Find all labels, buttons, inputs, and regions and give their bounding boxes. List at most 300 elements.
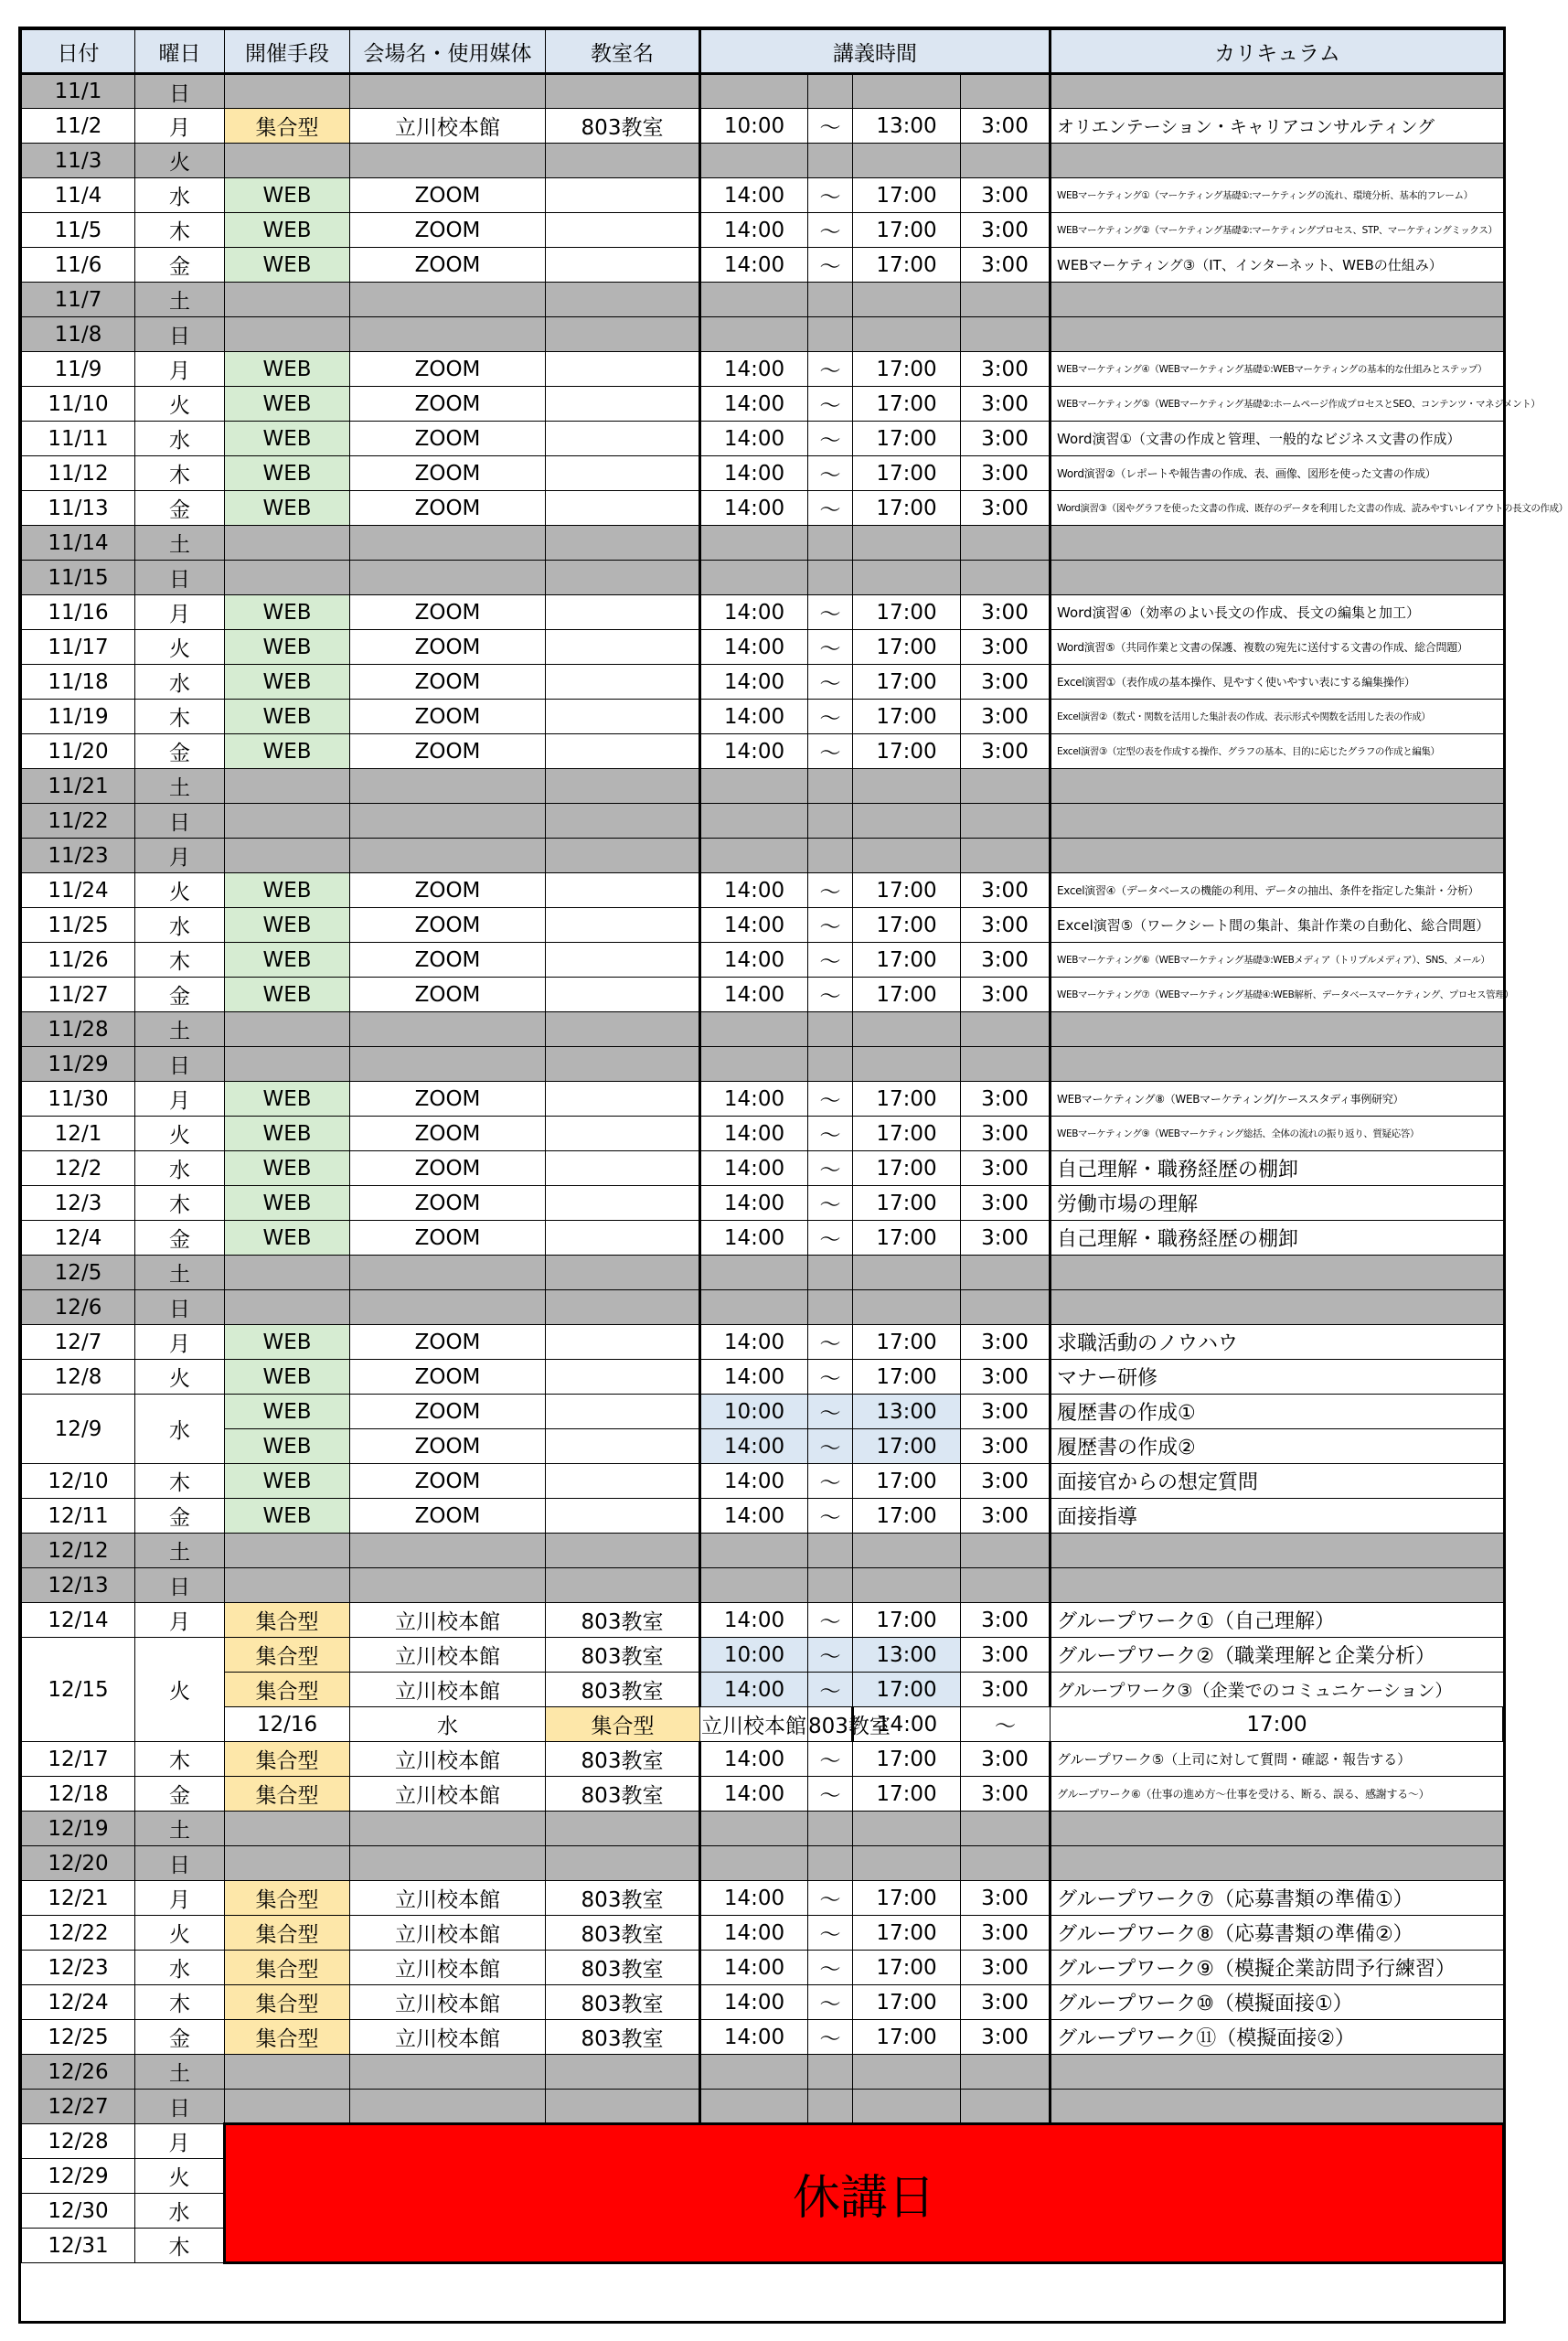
schedule-row	[22, 144, 1504, 178]
schedule-row	[22, 1707, 1504, 1742]
weekday-cell: 土	[135, 1534, 225, 1568]
schedule-row	[22, 1221, 1504, 1256]
weekday-cell: 火	[135, 1360, 225, 1395]
venue-cell	[350, 144, 546, 178]
room-cell	[546, 283, 700, 317]
schedule-row	[22, 1881, 1504, 1916]
duration-cell: 3:00	[961, 491, 1051, 526]
weekday-cell: 土	[135, 526, 225, 561]
curriculum-cell: WEBマーケティング①（マーケティング基礎①:マーケティングの流れ、環境分析、基本的フレーム）	[1051, 178, 1504, 213]
method-badge: WEB	[225, 943, 350, 978]
venue-cell	[350, 804, 546, 839]
date-cell: 11/11	[22, 422, 135, 456]
venue-cell	[350, 2055, 546, 2090]
end-time: 17:00	[853, 422, 961, 456]
duration-cell: 3:00	[961, 595, 1051, 630]
duration-cell: 3:00	[961, 1951, 1051, 1985]
method-cell	[225, 1846, 350, 1881]
duration-cell	[961, 1047, 1051, 1082]
duration-cell	[961, 2055, 1051, 2090]
weekday-cell: 木	[135, 456, 225, 491]
curriculum-cell	[1051, 1256, 1504, 1290]
method-badge: WEB	[225, 595, 350, 630]
tilde-cell	[808, 2090, 853, 2124]
duration-cell: 3:00	[961, 1151, 1051, 1186]
schedule-table	[21, 29, 1568, 2264]
schedule-row	[22, 1916, 1504, 1951]
duration-cell: 3:00	[961, 978, 1051, 1012]
method-badge: WEB	[225, 1151, 350, 1186]
curriculum-cell	[1051, 769, 1504, 804]
room-cell	[546, 1290, 700, 1325]
room-cell	[546, 2055, 700, 2090]
method-badge: WEB	[225, 873, 350, 908]
end-cell	[853, 1047, 961, 1082]
start-time: 14:00	[700, 2020, 808, 2055]
curriculum-cell: Word演習③（図やグラフを使った文書の作成、既存のデータを利用した文書の作成、読みやすいレイアウトの長文の作成）	[1051, 491, 1504, 526]
venue-cell	[350, 839, 546, 873]
start-cell	[700, 804, 808, 839]
start-time: 14:00	[700, 978, 808, 1012]
curriculum-cell: 労働市場の理解	[1051, 1186, 1504, 1221]
start-time: 14:00	[700, 1916, 808, 1951]
end-time: 17:00	[853, 1777, 961, 1812]
schedule-row	[22, 1951, 1504, 1985]
schedule-row	[22, 1360, 1504, 1395]
curriculum-cell: グループワーク⑪（模擬面接②）	[1051, 2020, 1504, 2055]
venue-cell: ZOOM	[350, 595, 546, 630]
end-time: 17:00	[853, 456, 961, 491]
weekday-cell: 木	[135, 1186, 225, 1221]
room-cell	[546, 2090, 700, 2124]
method-badge: WEB	[225, 1325, 350, 1360]
start-time: 14:00	[700, 630, 808, 665]
curriculum-cell: グループワーク③（企業でのコミュニケーション）	[1051, 1673, 1504, 1707]
end-time: 17:00	[853, 213, 961, 248]
method-cell	[225, 561, 350, 595]
schedule-row	[22, 491, 1504, 526]
curriculum-cell	[1051, 561, 1504, 595]
tilde-cell	[808, 769, 853, 804]
weekday-cell: 水	[135, 1395, 225, 1464]
end-time: 17:00	[853, 1464, 961, 1499]
weekday-cell: 日	[135, 317, 225, 352]
duration-cell: 3:00	[961, 1221, 1051, 1256]
tilde-cell: 〜	[808, 1951, 853, 1985]
room-cell	[546, 1151, 700, 1186]
venue-cell: 立川校本館	[350, 1951, 546, 1985]
start-time: 14:00	[700, 700, 808, 734]
tilde-cell: 〜	[808, 700, 853, 734]
schedule-row	[22, 1534, 1504, 1568]
schedule-row	[22, 1638, 1504, 1673]
date-cell: 11/20	[22, 734, 135, 769]
end-cell	[853, 1534, 961, 1568]
schedule-row	[22, 1499, 1504, 1534]
start-cell	[700, 1290, 808, 1325]
room-cell	[546, 630, 700, 665]
weekday-cell: 木	[135, 213, 225, 248]
date-cell: 11/25	[22, 908, 135, 943]
start-time: 14:00	[700, 1777, 808, 1812]
method-cell	[225, 804, 350, 839]
start-time: 14:00	[700, 422, 808, 456]
venue-cell	[350, 317, 546, 352]
tilde-cell	[808, 1534, 853, 1568]
duration-cell	[961, 1012, 1051, 1047]
venue-cell: ZOOM	[350, 213, 546, 248]
tilde-cell	[808, 1256, 853, 1290]
start-cell	[700, 144, 808, 178]
weekday-cell: 月	[135, 1603, 225, 1638]
weekday-cell: 月	[135, 2124, 225, 2159]
duration-cell	[961, 1256, 1051, 1290]
curriculum-cell	[1051, 1290, 1504, 1325]
weekday-cell: 木	[135, 2229, 225, 2263]
date-cell: 11/12	[22, 456, 135, 491]
room-cell	[546, 1499, 700, 1534]
curriculum-cell	[1051, 839, 1504, 873]
method-badge: WEB	[225, 908, 350, 943]
room-cell: 803教室	[546, 1603, 700, 1638]
venue-cell	[350, 1256, 546, 1290]
room-cell	[546, 1846, 700, 1881]
room-cell	[546, 1534, 700, 1568]
schedule-row	[22, 908, 1504, 943]
method-cell	[225, 1047, 350, 1082]
tilde-cell	[808, 1812, 853, 1846]
start-time: 14:00	[700, 178, 808, 213]
schedule-row	[22, 109, 1504, 144]
date-cell: 11/7	[22, 283, 135, 317]
room-cell	[546, 1256, 700, 1290]
room-cell	[546, 1568, 700, 1603]
schedule-row	[22, 595, 1504, 630]
curriculum-cell: 自己理解・職務経歴の棚卸	[1051, 1221, 1504, 1256]
date-cell: 12/1	[22, 1117, 135, 1151]
curriculum-cell: Excel演習③（定型の表を作成する操作、グラフの基本、目的に応じたグラフの作成と編集）	[1051, 734, 1504, 769]
method-cell	[225, 1812, 350, 1846]
room-cell	[546, 491, 700, 526]
end-time: 17:00	[853, 2020, 961, 2055]
weekday-cell: 木	[135, 700, 225, 734]
weekday-cell: 金	[135, 491, 225, 526]
room-cell: 803教室	[546, 1985, 700, 2020]
weekday-cell: 月	[135, 1082, 225, 1117]
start-time: 14:00	[700, 1464, 808, 1499]
date-cell: 11/15	[22, 561, 135, 595]
start-time: 14:00	[700, 1673, 808, 1707]
start-time: 14:00	[700, 387, 808, 422]
room-cell	[546, 422, 700, 456]
date-cell: 12/2	[22, 1151, 135, 1186]
duration-cell: 3:00	[961, 1742, 1051, 1777]
method-badge: WEB	[225, 734, 350, 769]
start-time: 14:00	[700, 1499, 808, 1534]
venue-cell	[350, 1812, 546, 1846]
method-badge: WEB	[225, 1082, 350, 1117]
weekday-cell: 土	[135, 1812, 225, 1846]
weekday-cell: 火	[135, 1916, 225, 1951]
start-time: 14:00	[700, 1881, 808, 1916]
method-badge: WEB	[225, 1464, 350, 1499]
end-time: 17:00	[853, 1881, 961, 1916]
venue-cell: ZOOM	[350, 422, 546, 456]
start-time: 14:00	[700, 1221, 808, 1256]
method-cell	[225, 74, 350, 109]
end-time: 17:00	[853, 1951, 961, 1985]
venue-cell: ZOOM	[350, 248, 546, 283]
duration-cell	[961, 2090, 1051, 2124]
schedule-row	[22, 74, 1504, 109]
room-cell	[546, 665, 700, 700]
weekday-cell: 水	[135, 908, 225, 943]
venue-cell: ZOOM	[350, 943, 546, 978]
venue-cell: ZOOM	[350, 1082, 546, 1117]
tilde-cell	[808, 144, 853, 178]
tilde-cell: 〜	[808, 1673, 853, 1707]
method-cell	[225, 1012, 350, 1047]
date-cell: 12/30	[22, 2194, 135, 2229]
weekday-cell: 月	[135, 352, 225, 387]
schedule-row	[22, 213, 1504, 248]
room-cell: 803教室	[546, 109, 700, 144]
room-cell	[546, 248, 700, 283]
room-cell: 803教室	[546, 1916, 700, 1951]
duration-cell: 3:00	[961, 1985, 1051, 2020]
start-time: 14:00	[853, 1707, 961, 1742]
start-cell	[700, 1568, 808, 1603]
room-cell: 803教室	[546, 1777, 700, 1812]
room-cell	[546, 352, 700, 387]
venue-cell: 立川校本館	[350, 1916, 546, 1951]
curriculum-cell	[1051, 804, 1504, 839]
end-time: 13:00	[853, 1638, 961, 1673]
venue-cell: 立川校本館	[350, 1777, 546, 1812]
tilde-cell: 〜	[808, 422, 853, 456]
room-cell	[546, 804, 700, 839]
end-cell	[853, 839, 961, 873]
start-cell	[700, 2090, 808, 2124]
date-cell: 11/1	[22, 74, 135, 109]
venue-cell: ZOOM	[350, 1360, 546, 1395]
tilde-cell	[808, 526, 853, 561]
start-cell	[700, 283, 808, 317]
venue-cell: ZOOM	[350, 456, 546, 491]
schedule-row	[22, 2090, 1504, 2124]
tilde-cell: 〜	[808, 1499, 853, 1534]
room-cell	[546, 734, 700, 769]
venue-cell: 立川校本館	[350, 1881, 546, 1916]
tilde-cell: 〜	[808, 352, 853, 387]
room-cell	[546, 908, 700, 943]
room-cell	[546, 1082, 700, 1117]
schedule-row	[22, 2124, 1504, 2159]
venue-cell: ZOOM	[350, 1151, 546, 1186]
end-time: 13:00	[853, 109, 961, 144]
curriculum-cell: グループワーク⑧（応募書類の準備②）	[1051, 1916, 1504, 1951]
venue-cell: 立川校本館	[350, 1638, 546, 1673]
curriculum-cell	[1051, 1534, 1504, 1568]
date-cell: 11/2	[22, 109, 135, 144]
date-cell: 12/26	[22, 2055, 135, 2090]
curriculum-cell: WEBマーケティング⑦（WEBマーケティング基礎④:WEB解析、データベースマーケティング、プロセス管理）	[1051, 978, 1504, 1012]
schedule-row	[22, 1117, 1504, 1151]
duration-cell: 3:00	[961, 1395, 1051, 1429]
venue-cell	[350, 1012, 546, 1047]
room-cell	[546, 213, 700, 248]
end-cell	[853, 2090, 961, 2124]
duration-cell: 3:00	[961, 665, 1051, 700]
start-time: 14:00	[700, 873, 808, 908]
method-cell	[225, 144, 350, 178]
end-time: 17:00	[853, 352, 961, 387]
duration-cell	[961, 1846, 1051, 1881]
duration-cell	[961, 1812, 1051, 1846]
tilde-cell: 〜	[808, 595, 853, 630]
end-cell	[853, 769, 961, 804]
schedule-row	[22, 1846, 1504, 1881]
date-cell: 11/29	[22, 1047, 135, 1082]
room-cell: 803教室	[546, 2020, 700, 2055]
tilde-cell: 〜	[808, 1603, 853, 1638]
venue-cell: ZOOM	[350, 1429, 546, 1464]
end-time: 17:00	[853, 873, 961, 908]
date-cell: 12/4	[22, 1221, 135, 1256]
date-cell: 12/20	[22, 1846, 135, 1881]
start-cell	[700, 2055, 808, 2090]
duration-cell	[961, 526, 1051, 561]
tilde-cell: 〜	[808, 1082, 853, 1117]
venue-cell	[350, 283, 546, 317]
weekday-cell: 月	[135, 1881, 225, 1916]
tilde-cell	[808, 1290, 853, 1325]
weekday-cell: 火	[135, 1117, 225, 1151]
start-time: 14:00	[700, 1186, 808, 1221]
venue-cell: 立川校本館	[350, 1985, 546, 2020]
schedule-row	[22, 1603, 1504, 1638]
duration-cell: 3:00	[961, 943, 1051, 978]
weekday-cell: 土	[135, 1012, 225, 1047]
schedule-row	[22, 283, 1504, 317]
date-cell: 11/28	[22, 1012, 135, 1047]
start-time: 10:00	[700, 109, 808, 144]
venue-cell: ZOOM	[350, 1325, 546, 1360]
duration-cell: 3:00	[961, 1429, 1051, 1464]
date-cell: 11/4	[22, 178, 135, 213]
curriculum-cell: グループワーク①（自己理解）	[1051, 1603, 1504, 1638]
room-cell: 803教室	[546, 1951, 700, 1985]
venue-cell: ZOOM	[350, 387, 546, 422]
method-badge: WEB	[225, 422, 350, 456]
date-cell: 12/9	[22, 1395, 135, 1464]
end-time: 17:00	[853, 1151, 961, 1186]
tilde-cell	[808, 1012, 853, 1047]
date-cell: 11/8	[22, 317, 135, 352]
duration-cell	[961, 769, 1051, 804]
venue-cell: 立川校本館	[350, 1742, 546, 1777]
tilde-cell: 〜	[808, 1186, 853, 1221]
duration-cell: 3:00	[961, 1360, 1051, 1395]
method-badge: WEB	[225, 387, 350, 422]
room-cell	[546, 1047, 700, 1082]
method-badge: WEB	[225, 1221, 350, 1256]
curriculum-cell: Excel演習⑤（ワークシート間の集計、集計作業の自動化、総合問題）	[1051, 908, 1504, 943]
weekday-cell: 日	[135, 804, 225, 839]
tilde-cell	[808, 1568, 853, 1603]
room-cell	[546, 839, 700, 873]
tilde-cell: 〜	[808, 1429, 853, 1464]
method-badge: 集合型	[225, 2020, 350, 2055]
date-cell: 12/13	[22, 1568, 135, 1603]
schedule-row	[22, 769, 1504, 804]
start-time: 14:00	[700, 456, 808, 491]
room-cell: 803教室	[546, 1742, 700, 1777]
room-cell	[546, 387, 700, 422]
curriculum-cell	[1051, 283, 1504, 317]
end-time: 17:00	[853, 1186, 961, 1221]
method-badge: WEB	[225, 491, 350, 526]
schedule-row	[22, 178, 1504, 213]
duration-cell: 3:00	[961, 1916, 1051, 1951]
date-cell: 12/15	[22, 1638, 135, 1742]
weekday-cell: 水	[135, 1951, 225, 1985]
duration-cell: 3:00	[961, 178, 1051, 213]
start-cell	[700, 317, 808, 352]
method-badge: 集合型	[225, 1777, 350, 1812]
room-cell	[546, 526, 700, 561]
venue-cell: ZOOM	[350, 908, 546, 943]
end-time: 17:00	[853, 908, 961, 943]
schedule-row	[22, 422, 1504, 456]
tilde-cell: 〜	[808, 943, 853, 978]
date-cell: 12/25	[22, 2020, 135, 2055]
schedule-row	[22, 387, 1504, 422]
end-cell	[853, 1846, 961, 1881]
end-time: 17:00	[853, 665, 961, 700]
duration-cell: 3:00	[961, 630, 1051, 665]
tilde-cell: 〜	[808, 491, 853, 526]
duration-cell: 3:00	[961, 1499, 1051, 1534]
room-cell: 803教室	[546, 1638, 700, 1673]
weekday-cell: 土	[135, 2055, 225, 2090]
weekday-cell: 日	[135, 1846, 225, 1881]
duration-cell	[961, 839, 1051, 873]
weekday-cell: 木	[135, 1985, 225, 2020]
date-cell: 12/18	[22, 1777, 135, 1812]
end-time: 17:00	[853, 1429, 961, 1464]
duration-cell	[961, 804, 1051, 839]
schedule-row	[22, 1186, 1504, 1221]
duration-cell	[961, 561, 1051, 595]
schedule-row	[22, 456, 1504, 491]
date-cell: 11/19	[22, 700, 135, 734]
curriculum-cell: Word演習⑤（共同作業と文書の保護、複数の宛先に送付する文書の作成、総合問題）	[1051, 630, 1504, 665]
tilde-cell: 〜	[808, 1638, 853, 1673]
venue-cell: ZOOM	[350, 665, 546, 700]
curriculum-cell	[1051, 1568, 1504, 1603]
method-badge: WEB	[225, 456, 350, 491]
header-date: 日付	[22, 30, 135, 74]
date-cell: 12/27	[22, 2090, 135, 2124]
duration-cell	[961, 317, 1051, 352]
venue-cell: ZOOM	[350, 1464, 546, 1499]
tilde-cell: 〜	[808, 387, 853, 422]
weekday-cell: 土	[135, 1256, 225, 1290]
start-time: 10:00	[700, 1395, 808, 1429]
duration-cell	[961, 283, 1051, 317]
schedule-row	[22, 1082, 1504, 1117]
